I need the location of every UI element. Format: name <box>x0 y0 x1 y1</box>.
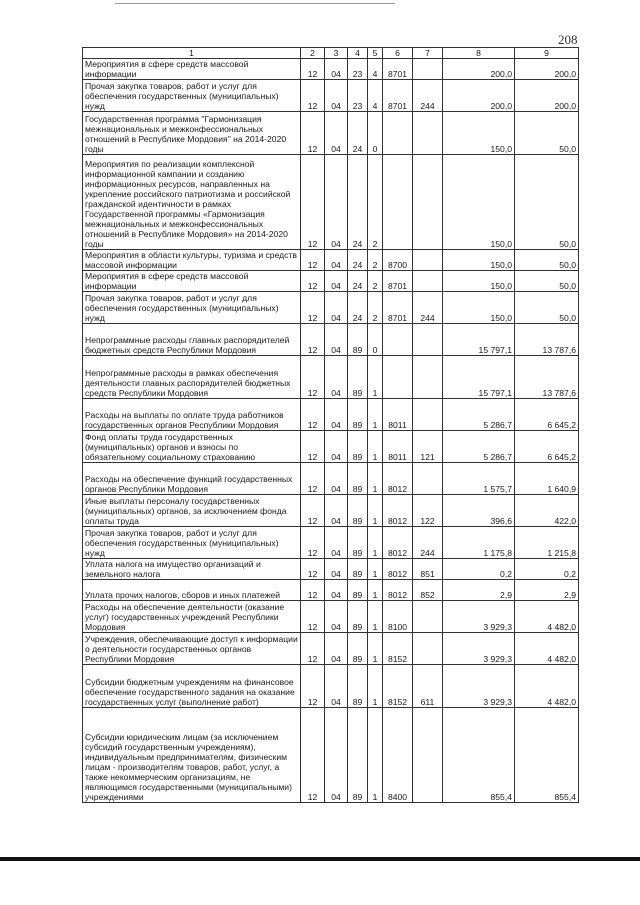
section-cell: 04 <box>325 527 348 559</box>
header-cell: 4 <box>348 48 368 59</box>
expense-type-cell <box>413 250 443 271</box>
amount-cell-1: 0,2 <box>443 559 515 580</box>
article-cell: 8012 <box>383 527 413 559</box>
ministry-cell: 12 <box>301 250 325 271</box>
row-name-cell: Субсидии бюджетным учреждениям на финансовое обеспечение государственного задания на оказание государственных услуг (выполнение работ) <box>83 665 301 708</box>
section-cell: 04 <box>325 324 348 356</box>
row-name-cell: Прочая закупка товаров, работ и услуг для обеспечения государственных (муниципальных) нужд <box>83 527 301 559</box>
program-cell: 89 <box>348 633 368 665</box>
amount-cell-1: 15 797,1 <box>443 324 515 356</box>
amount-cell-1: 1 175,8 <box>443 527 515 559</box>
section-cell: 04 <box>325 292 348 324</box>
program-cell: 89 <box>348 580 368 601</box>
ministry-cell: 12 <box>301 271 325 292</box>
program-cell: 89 <box>348 495 368 527</box>
expense-type-cell <box>413 155 443 250</box>
subprogram-cell: 1 <box>368 495 383 527</box>
amount-cell-2: 50,0 <box>515 250 579 271</box>
amount-cell-1: 2,9 <box>443 580 515 601</box>
amount-cell-1: 15 797,1 <box>443 356 515 399</box>
article-cell: 8011 <box>383 399 413 431</box>
table-row <box>83 292 579 324</box>
top-rule <box>115 3 395 4</box>
article-cell <box>383 356 413 399</box>
ministry-cell: 12 <box>301 80 325 112</box>
table-row <box>83 324 579 356</box>
subprogram-cell: 1 <box>368 399 383 431</box>
row-name-cell: Фонд оплаты труда государственных (муниципальных) органов и взносы по обязательному социальному страхованию <box>83 431 301 463</box>
article-cell: 8012 <box>383 463 413 495</box>
amount-cell-1: 150,0 <box>443 112 515 155</box>
expense-type-cell <box>413 324 443 356</box>
ministry-cell: 12 <box>301 601 325 633</box>
row-name-cell: Мероприятия по реализации комплексной информационной кампании и созданию информационных ресурсов, направленных на укрепление российского патриотизма и российской гражданской идентичности в рамках Государственной программы «Гармонизация межнациональных и межконфессиональных отношений в Республике Мордовия» на 2014-2020 годы <box>83 155 301 250</box>
ministry-cell: 12 <box>301 324 325 356</box>
expense-type-cell: 244 <box>413 292 443 324</box>
expense-type-cell: 851 <box>413 559 443 580</box>
amount-cell-2: 50,0 <box>515 271 579 292</box>
expense-type-cell <box>413 356 443 399</box>
expense-type-cell: 244 <box>413 527 443 559</box>
table-row <box>83 495 579 527</box>
article-cell: 8701 <box>383 271 413 292</box>
subprogram-cell: 4 <box>368 59 383 80</box>
row-name-cell: Государственная программа "Гармонизация межнациональных и межконфессиональных отношений в Республике Мордовия" на 2014-2020 годы <box>83 112 301 155</box>
header-row <box>83 48 579 59</box>
amount-cell-2: 6 645,2 <box>515 399 579 431</box>
amount-cell-2: 6 645,2 <box>515 431 579 463</box>
article-cell: 8400 <box>383 708 413 803</box>
row-name-cell: Непрограммные расходы главных распорядителей бюджетных средств Республики Мордовия <box>83 324 301 356</box>
section-cell: 04 <box>325 250 348 271</box>
section-cell: 04 <box>325 80 348 112</box>
row-name-cell: Расходы на выплаты по оплате труда работников государственных органов Республики Мордовия <box>83 399 301 431</box>
subprogram-cell: 1 <box>368 633 383 665</box>
expense-type-cell: 611 <box>413 665 443 708</box>
section-cell: 04 <box>325 155 348 250</box>
page-number: 208 <box>558 32 578 47</box>
program-cell: 89 <box>348 708 368 803</box>
amount-cell-2: 200,0 <box>515 59 579 80</box>
amount-cell-2: 13 787,6 <box>515 356 579 399</box>
amount-cell-2: 1 215,8 <box>515 527 579 559</box>
program-cell: 24 <box>348 292 368 324</box>
table-row <box>83 708 579 803</box>
table-row <box>83 601 579 633</box>
ministry-cell: 12 <box>301 633 325 665</box>
program-cell: 89 <box>348 527 368 559</box>
article-cell: 8701 <box>383 80 413 112</box>
header-cell: 7 <box>413 48 443 59</box>
subprogram-cell: 4 <box>368 80 383 112</box>
article-cell: 8701 <box>383 59 413 80</box>
subprogram-cell: 1 <box>368 580 383 601</box>
ministry-cell: 12 <box>301 463 325 495</box>
article-cell <box>383 155 413 250</box>
amount-cell-1: 1 575,7 <box>443 463 515 495</box>
ministry-cell: 12 <box>301 59 325 80</box>
expense-type-cell: 121 <box>413 431 443 463</box>
subprogram-cell: 2 <box>368 292 383 324</box>
subprogram-cell: 1 <box>368 463 383 495</box>
ministry-cell: 12 <box>301 527 325 559</box>
amount-cell-2: 855,4 <box>515 708 579 803</box>
section-cell: 04 <box>325 431 348 463</box>
program-cell: 24 <box>348 271 368 292</box>
amount-cell-1: 200,0 <box>443 59 515 80</box>
row-name-cell: Непрограммные расходы в рамках обеспечения деятельности главных распорядителей бюджетных средств Республики Мордовия <box>83 356 301 399</box>
subprogram-cell: 1 <box>368 356 383 399</box>
header-cell: 8 <box>443 48 515 59</box>
header-cell: 3 <box>325 48 348 59</box>
row-name-cell: Расходы на обеспечение функций государственных органов Республики Мордовия <box>83 463 301 495</box>
amount-cell-2: 4 482,0 <box>515 665 579 708</box>
expense-type-cell <box>413 463 443 495</box>
ministry-cell: 12 <box>301 112 325 155</box>
amount-cell-1: 150,0 <box>443 292 515 324</box>
amount-cell-1: 3 929,3 <box>443 633 515 665</box>
expense-type-cell <box>413 399 443 431</box>
table-row <box>83 250 579 271</box>
table-row <box>83 580 579 601</box>
article-cell: 8700 <box>383 250 413 271</box>
table-row <box>83 155 579 250</box>
article-cell: 8012 <box>383 495 413 527</box>
section-cell: 04 <box>325 665 348 708</box>
header-cell: 1 <box>83 48 301 59</box>
expense-type-cell <box>413 271 443 292</box>
expense-type-cell <box>413 708 443 803</box>
amount-cell-1: 150,0 <box>443 271 515 292</box>
table-row <box>83 80 579 112</box>
expense-type-cell: 244 <box>413 80 443 112</box>
program-cell: 23 <box>348 80 368 112</box>
amount-cell-2: 200,0 <box>515 80 579 112</box>
amount-cell-2: 4 482,0 <box>515 633 579 665</box>
subprogram-cell: 0 <box>368 112 383 155</box>
amount-cell-2: 50,0 <box>515 292 579 324</box>
program-cell: 89 <box>348 324 368 356</box>
subprogram-cell: 2 <box>368 155 383 250</box>
subprogram-cell: 1 <box>368 559 383 580</box>
row-name-cell: Уплата налога на имущество организаций и земельного налога <box>83 559 301 580</box>
table-row <box>83 431 579 463</box>
ministry-cell: 12 <box>301 495 325 527</box>
expense-type-cell: 852 <box>413 580 443 601</box>
program-cell: 89 <box>348 356 368 399</box>
table-row <box>83 527 579 559</box>
expense-type-cell <box>413 112 443 155</box>
section-cell: 04 <box>325 399 348 431</box>
ministry-cell: 12 <box>301 431 325 463</box>
amount-cell-1: 5 286,7 <box>443 399 515 431</box>
section-cell: 04 <box>325 59 348 80</box>
table-row <box>83 112 579 155</box>
amount-cell-2: 50,0 <box>515 112 579 155</box>
row-name-cell: Расходы на обеспечение деятельности (оказание услуг) государственных учреждений Республики Мордовия <box>83 601 301 633</box>
ministry-cell: 12 <box>301 155 325 250</box>
section-cell: 04 <box>325 495 348 527</box>
amount-cell-1: 5 286,7 <box>443 431 515 463</box>
header-cell: 9 <box>515 48 579 59</box>
article-cell: 8012 <box>383 559 413 580</box>
amount-cell-1: 3 929,3 <box>443 665 515 708</box>
row-name-cell: Прочая закупка товаров, работ и услуг для обеспечения государственных (муниципальных) нужд <box>83 80 301 112</box>
subprogram-cell: 1 <box>368 708 383 803</box>
table-row <box>83 271 579 292</box>
amount-cell-1: 396,6 <box>443 495 515 527</box>
article-cell: 8011 <box>383 431 413 463</box>
section-cell: 04 <box>325 356 348 399</box>
article-cell <box>383 324 413 356</box>
amount-cell-2: 422,0 <box>515 495 579 527</box>
article-cell: 8152 <box>383 633 413 665</box>
program-cell: 89 <box>348 665 368 708</box>
expense-type-cell <box>413 59 443 80</box>
ministry-cell: 12 <box>301 580 325 601</box>
row-name-cell: Учреждения, обеспечивающие доступ к информации о деятельности государственных органов Республики Мордовия <box>83 633 301 665</box>
amount-cell-2: 2,9 <box>515 580 579 601</box>
row-name-cell: Мероприятия в сфере средств массовой информации <box>83 59 301 80</box>
table-row <box>83 399 579 431</box>
row-name-cell: Мероприятия в сфере средств массовой информации <box>83 271 301 292</box>
section-cell: 04 <box>325 271 348 292</box>
table-row <box>83 559 579 580</box>
program-cell: 23 <box>348 59 368 80</box>
article-cell: 8012 <box>383 580 413 601</box>
header-cell: 5 <box>368 48 383 59</box>
section-cell: 04 <box>325 633 348 665</box>
subprogram-cell: 1 <box>368 601 383 633</box>
subprogram-cell: 1 <box>368 665 383 708</box>
amount-cell-1: 855,4 <box>443 708 515 803</box>
article-cell <box>383 112 413 155</box>
amount-cell-2: 13 787,6 <box>515 324 579 356</box>
subprogram-cell: 2 <box>368 271 383 292</box>
amount-cell-2: 0,2 <box>515 559 579 580</box>
section-cell: 04 <box>325 112 348 155</box>
ministry-cell: 12 <box>301 665 325 708</box>
article-cell: 8152 <box>383 665 413 708</box>
ministry-cell: 12 <box>301 356 325 399</box>
expense-type-cell <box>413 633 443 665</box>
program-cell: 89 <box>348 559 368 580</box>
program-cell: 24 <box>348 250 368 271</box>
article-cell: 8100 <box>383 601 413 633</box>
section-cell: 04 <box>325 580 348 601</box>
subprogram-cell: 2 <box>368 250 383 271</box>
expense-type-cell: 122 <box>413 495 443 527</box>
header-cell: 2 <box>301 48 325 59</box>
program-cell: 24 <box>348 112 368 155</box>
budget-table <box>82 47 579 803</box>
expense-type-cell <box>413 601 443 633</box>
amount-cell-2: 4 482,0 <box>515 601 579 633</box>
bottom-rule <box>0 857 640 861</box>
subprogram-cell: 1 <box>368 527 383 559</box>
row-name-cell: Субсидии юридическим лицам (за исключением субсидий государственным учреждениям), индивидуальным предпринимателям, физическим лицам - производителям товаров, работ, услуг, а также некоммерческим организациям, не являющимся государственными (муниципальными) учреждениями <box>83 708 301 803</box>
amount-cell-1: 200,0 <box>443 80 515 112</box>
section-cell: 04 <box>325 708 348 803</box>
amount-cell-1: 150,0 <box>443 155 515 250</box>
amount-cell-1: 150,0 <box>443 250 515 271</box>
program-cell: 89 <box>348 399 368 431</box>
ministry-cell: 12 <box>301 292 325 324</box>
article-cell: 8701 <box>383 292 413 324</box>
ministry-cell: 12 <box>301 559 325 580</box>
subprogram-cell: 1 <box>368 431 383 463</box>
table-row <box>83 633 579 665</box>
amount-cell-1: 3 929,3 <box>443 601 515 633</box>
table-row <box>83 356 579 399</box>
table-row <box>83 59 579 80</box>
amount-cell-2: 50,0 <box>515 155 579 250</box>
section-cell: 04 <box>325 601 348 633</box>
table-row <box>83 665 579 708</box>
ministry-cell: 12 <box>301 708 325 803</box>
amount-cell-2: 1 640,9 <box>515 463 579 495</box>
subprogram-cell: 0 <box>368 324 383 356</box>
program-cell: 89 <box>348 431 368 463</box>
ministry-cell: 12 <box>301 399 325 431</box>
program-cell: 24 <box>348 155 368 250</box>
section-cell: 04 <box>325 463 348 495</box>
row-name-cell: Прочая закупка товаров, работ и услуг для обеспечения государственных (муниципальных) нужд <box>83 292 301 324</box>
section-cell: 04 <box>325 559 348 580</box>
row-name-cell: Иные выплаты персоналу государственных (муниципальных) органов, за исключением фонда оплаты труда <box>83 495 301 527</box>
header-cell: 6 <box>383 48 413 59</box>
row-name-cell: Мероприятия в области культуры, туризма и средств массовой информации <box>83 250 301 271</box>
row-name-cell: Уплата прочих налогов, сборов и иных платежей <box>83 580 301 601</box>
table-row <box>83 463 579 495</box>
program-cell: 89 <box>348 601 368 633</box>
program-cell: 89 <box>348 463 368 495</box>
